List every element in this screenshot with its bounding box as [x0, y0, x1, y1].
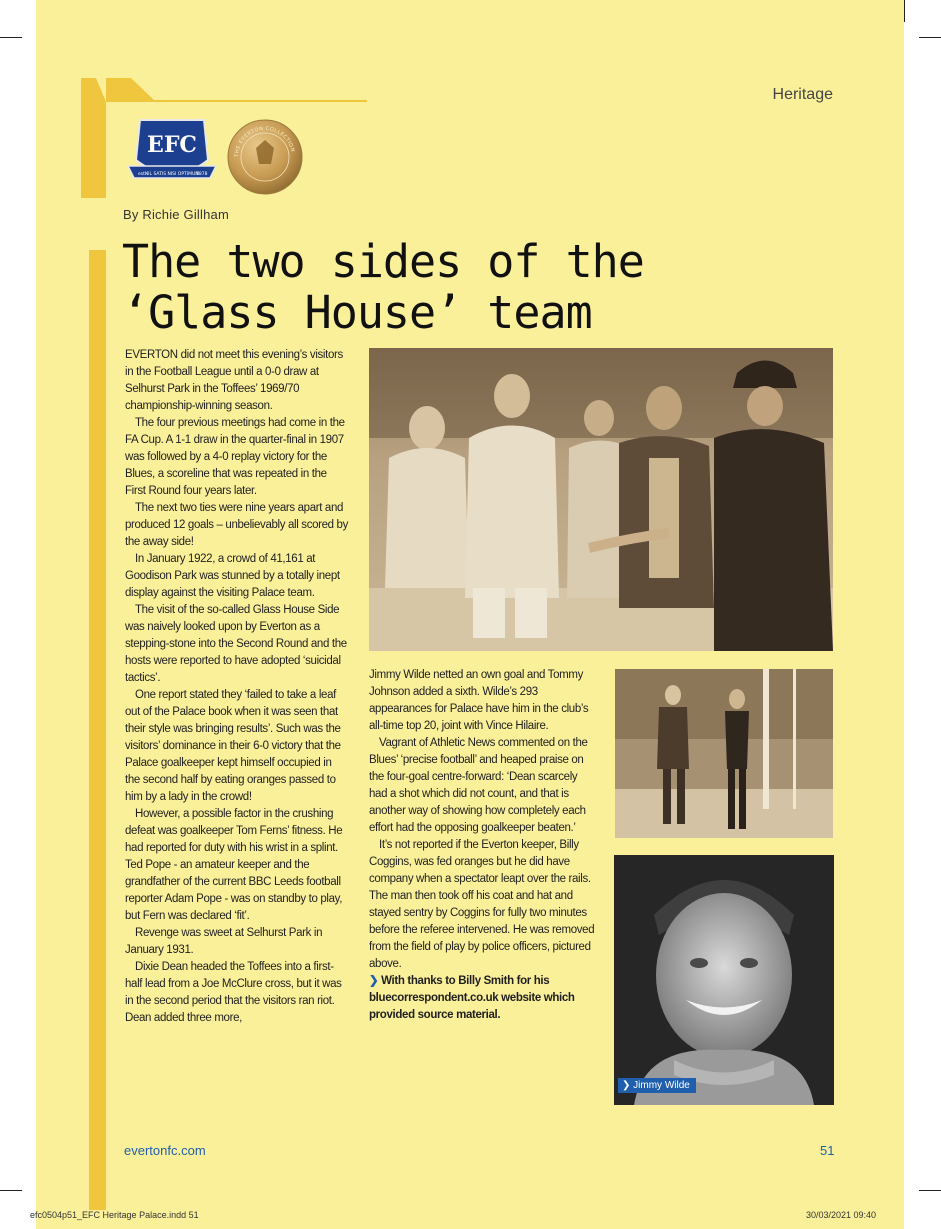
crest-right: 1878: [196, 172, 208, 177]
crest-left: est.: [138, 172, 147, 177]
page-number: 51: [820, 1143, 835, 1158]
portrait-photo: [614, 855, 834, 1105]
credit-line: [369, 973, 595, 1024]
footer-website[interactable]: evertonfc.com: [124, 1143, 206, 1158]
paragraph: Jimmy Wilde netted an own goal and Tommy Johnson added a sixth. Wilde’s 293 appearances for Palace have him in the club’s all-time top 20, joint with Vince Hilaire.: [369, 669, 589, 732]
collection-seal: [226, 118, 304, 196]
caption-text: Jimmy Wilde: [633, 1080, 690, 1091]
paragraph: In January 1922, a crowd of 41,161 at Goodison Park was stunned by a totally inept display against the visiting Palace team.: [125, 553, 340, 599]
gold-rule: [106, 100, 367, 102]
chevron-right-icon: ❯: [369, 975, 382, 987]
paragraph: Vagrant of Athletic News commented on the Blues’ ‘precise football’ and heaped praise on the four-goal centre-forward: ‘Dean scarcely had a shot which did not count, and that is another way of showing how completely each effort had the opposing goalkeeper beaten.’: [369, 737, 588, 834]
crest-motto: NIL SATIS NISI OPTIMUM: [144, 172, 200, 177]
paragraph: The four previous meetings had come in the FA Cup. A 1-1 draw in the quarter-final in 1907 was followed by a 4-0 replay victory for the Blues, a scoreline that was repeated in the First Round four years later.: [125, 417, 345, 497]
paragraph: It’s not reported if the Everton keeper, Billy Coggins, was fed oranges but he did have company when a spectator leapt over the rails. The man then took off his coat and hat and stayed sentry by Coggins for fully two minutes before the referee intervened. He was removed from the field of play by police officers, pictured above.: [369, 839, 595, 970]
goalkeepers-photo: [615, 669, 833, 838]
paragraph: The next two ties were nine years apart and produced 12 goals – unbelievably all scored by the away side!: [125, 502, 349, 548]
paragraph: Dixie Dean headed the Toffees into a first-half lead from a Joe McClure cross, but it was in the second period that the visitors ran riot. Dean added three more,: [125, 961, 342, 1024]
body-column-left: [125, 347, 349, 1027]
paragraph: EVERTON did not meet this evening’s visitors in the Football League until a 0-0 draw at Selhurst Park in the Toffees’ 1969/70 championship-winning season.: [125, 349, 343, 412]
gold-corner-block: [81, 78, 106, 198]
handshake-photo: [369, 348, 833, 651]
byline: By Richie Gillham: [123, 207, 229, 222]
crop-mark: [0, 1190, 22, 1191]
seal-text: THE EVERTON COLLECTION: [233, 125, 296, 158]
paragraph: Revenge was sweet at Selhurst Park in January 1931.: [125, 927, 323, 956]
credit-text: With thanks to Billy Smith for his bluecorrespondent.co.uk website which provided source material.: [369, 975, 575, 1021]
crop-mark: [904, 0, 905, 22]
photo-caption: [618, 1078, 696, 1093]
headline: [122, 236, 742, 338]
crop-mark: [919, 1190, 941, 1191]
crest-monogram: EFC: [147, 132, 197, 158]
crop-mark: [0, 37, 22, 38]
gold-side-bar: [89, 250, 106, 1210]
paragraph: The visit of the so-called Glass House Side was naively looked upon by Everton as a stepping-stone into the Second Round and the hosts were reported to have adopted ‘suicidal tactics’.: [125, 604, 347, 684]
club-crest: [126, 116, 218, 190]
paragraph: However, a possible factor in the crushing defeat was goalkeeper Tom Ferns’ fitness. He had reported for duty with his wrist in a splint. Ted Pope - an amateur keeper and the grandfather of the current BBC Leeds football reporter Adam Pope - was on standby to play, but Fern was declared ‘fit’.: [125, 808, 343, 922]
headline-line-1: The two sides of the: [122, 235, 644, 288]
print-slug-file: efc0504p51_EFC Heritage Palace.indd 51: [30, 1210, 199, 1220]
paragraph: One report stated they ‘failed to take a leaf out of the Palace book when it was seen that their style was bringing results’. Such was the visitors’ dominance in their 6-0 victory that the Palace goalkeeper kept himself occupied in the second half by eating oranges passed to him by a lady in the crowd!: [125, 689, 341, 803]
section-label: Heritage: [772, 86, 833, 103]
crop-mark: [919, 37, 941, 38]
print-slug-timestamp: 30/03/2021 09:40: [806, 1210, 877, 1220]
headline-line-2: ‘Glass House’ team: [122, 286, 592, 339]
chevron-right-icon: ❯: [622, 1080, 634, 1091]
body-column-middle: [369, 667, 595, 1024]
